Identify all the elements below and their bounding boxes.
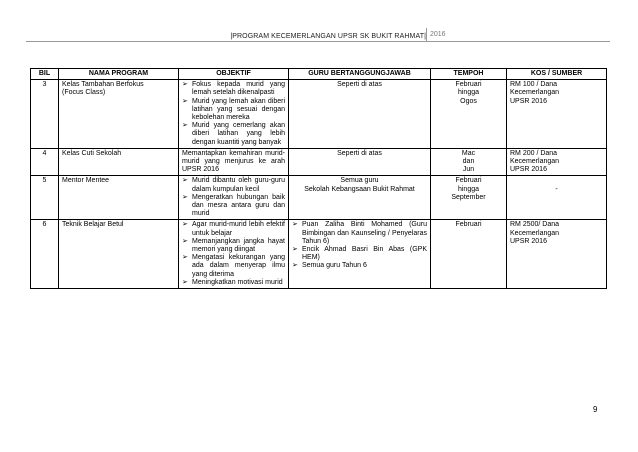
table-header-row [31, 69, 607, 80]
cell-bil: 3 [31, 80, 59, 149]
list-item: ➢ Memanjangkan jangka hayat memori yang diingat [182, 238, 285, 254]
kos-line: UPSR 2016 [510, 97, 547, 105]
header-bil: BIL [31, 69, 59, 80]
tempoh-line: hingga [457, 185, 480, 193]
cell-program: Teknik Belajar Betul [59, 220, 179, 289]
list-item: ➢ Meningkatkan motivasi murid [182, 279, 285, 287]
cell-bil: 6 [31, 220, 59, 289]
header-separator [426, 28, 427, 42]
tempoh-line: Mac [461, 149, 476, 157]
kos-line: Kecemerlangan [510, 158, 560, 166]
cell-tempoh [431, 176, 507, 220]
header-year: 2016 [430, 31, 446, 38]
list-item: ➢ Agar murid-murid lebih efektif untuk belajar [182, 221, 285, 237]
cell-objektif [179, 80, 289, 149]
tempoh-line: Februari [455, 177, 482, 185]
kos-line: Kecemerlangan [510, 229, 560, 237]
list-item: ➢ Puan Zaliha Binti Mohamed (Guru Bimbingan dan Kaunseling / Penyelaras Tahun 6) [292, 221, 427, 246]
cell-bil: 4 [31, 148, 59, 176]
header-guru-bertanggungjawab: GURU BERTANGGUNGJAWAB [289, 69, 431, 80]
cell-kos [507, 148, 607, 176]
cell-tempoh [431, 148, 507, 176]
header-rule [26, 41, 610, 42]
cell-kos [507, 220, 607, 289]
list-item: ➢ Mengatasi kekurangan yang ada dalam menyerap ilmu yang diterima [182, 254, 285, 279]
header-kos-sumber: KOS / SUMBER [507, 69, 607, 80]
cell-objektif [179, 176, 289, 220]
kos-line: RM 2500/ Dana [510, 221, 560, 229]
cell-bil: 5 [31, 176, 59, 220]
page-number: 9 [593, 405, 598, 414]
cell-program: Kelas Cuti Sekolah [59, 148, 179, 176]
list-item: ➢ Encik Ahmad Basri Bin Abas (GPK HEM) [292, 246, 427, 262]
header-tempoh: TEMPOH [431, 69, 507, 80]
tempoh-line: Ogos [460, 97, 477, 105]
list-item: ➢ Murid yang cemerlang akan diberi latihan yang lebih dengan kuantiti yang banyak [182, 122, 285, 147]
guru-line: Sekolah Kebangsaan Bukit Rahmat [304, 185, 415, 193]
kos-line: UPSR 2016 [510, 237, 547, 245]
table-row [31, 80, 607, 149]
kos-line: UPSR 2016 [510, 166, 547, 174]
list-item: ➢ Fokus kepada murid yang lemah setelah dikenalpasti [182, 81, 285, 97]
header-title: |PROGRAM KECEMERLANGAN UPSR SK BUKIT RAHMAT| [230, 33, 426, 40]
list-item: ➢ Murid yang lemah akan diberi latihan yang sesuai dengan kebolehan mereka [182, 98, 285, 123]
tempoh-line: Februari [455, 81, 482, 89]
program-name: Kelas Tambahan Berfokus [62, 81, 144, 89]
cell-guru [289, 220, 431, 289]
list-item: ➢ Mengeratkan hubungan baik dan mesra antara guru dan murid [182, 194, 285, 219]
cell-guru: Seperti di atas [289, 148, 431, 176]
header-objektif: OBJEKTIF [179, 69, 289, 80]
cell-program [59, 80, 179, 149]
kos-line: RM 200 / Dana [510, 149, 558, 157]
kos-line: - [555, 186, 558, 194]
cell-objektif [179, 220, 289, 289]
program-table [30, 68, 607, 289]
tempoh-line: hingga [457, 89, 480, 97]
cell-kos [507, 80, 607, 149]
cell-tempoh [431, 80, 507, 149]
table-row [31, 148, 607, 176]
list-item: ➢ Murid dibantu oleh guru-guru dalam kumpulan kecil [182, 177, 285, 193]
kos-line: RM 100 / Dana [510, 81, 558, 89]
table-row [31, 176, 607, 220]
tempoh-line: September [451, 193, 486, 201]
table-row [31, 220, 607, 289]
cell-objektif: Memantapkan kemahiran murid-murid yang menjurus ke arah UPSR 2016 [179, 148, 289, 176]
header-nama-program: NAMA PROGRAM [59, 69, 179, 80]
cell-kos [507, 176, 607, 220]
cell-tempoh: Februari [431, 220, 507, 289]
kos-line: Kecemerlangan [510, 89, 560, 97]
cell-guru: Seperti di atas [289, 80, 431, 149]
cell-program: Mentor Mentee [59, 176, 179, 220]
list-item: ➢ Semua guru Tahun 6 [292, 262, 427, 270]
cell-guru [289, 176, 431, 220]
guru-line: Semua guru [340, 177, 379, 185]
tempoh-line: dan [462, 158, 475, 166]
tempoh-line: Jun [462, 166, 475, 174]
program-name-sub: (Focus Class) [62, 89, 106, 97]
